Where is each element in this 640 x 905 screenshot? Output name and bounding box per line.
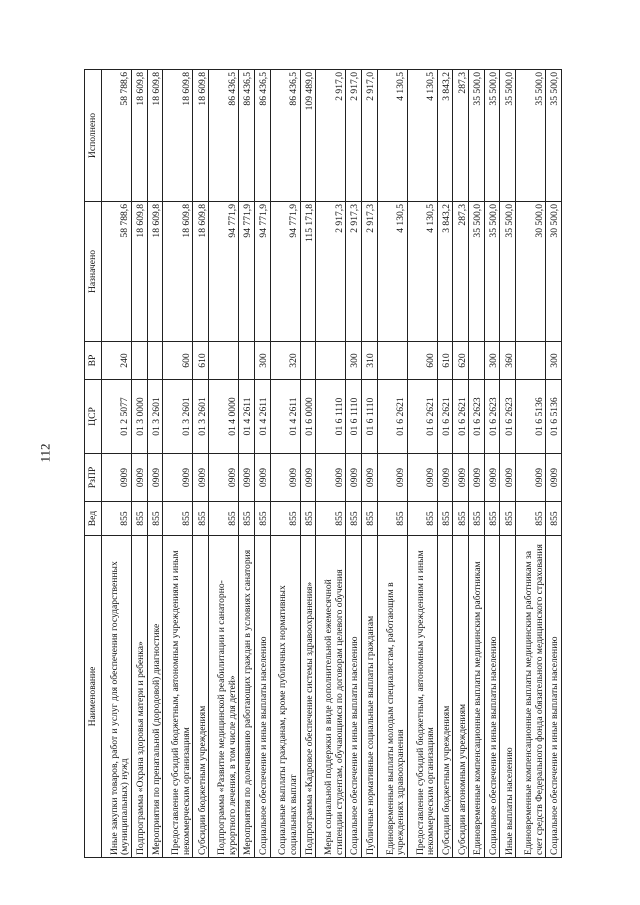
header-executed: Исполнено <box>85 70 102 202</box>
cell-ved: 855 <box>102 502 132 536</box>
cell-executed: 35 500,0 <box>546 70 562 202</box>
cell-vr: 360 <box>500 342 516 380</box>
cell-name: Иные выплаты населению <box>500 536 516 858</box>
cell-csr: 01 6 5136 <box>546 380 562 454</box>
cell-executed: 2 917,0 <box>346 70 362 202</box>
cell-name: Иные закупки товаров, работ и услуг для обеспечения государственных (муниципальных) нужд <box>102 536 132 858</box>
cell-executed: 3 843,2 <box>437 70 453 202</box>
cell-assigned: 4 130,5 <box>377 202 407 342</box>
cell-assigned: 35 500,0 <box>469 202 485 342</box>
page-number: 112 <box>38 442 53 463</box>
cell-assigned: 287,3 <box>453 202 469 342</box>
cell-rzpr: 0909 <box>147 454 163 502</box>
table-row <box>546 70 562 858</box>
cell-assigned: 18 609,8 <box>193 202 209 342</box>
cell-name: Публичные нормативные социальные выплаты гражданам <box>361 536 377 858</box>
cell-csr: 01 4 2611 <box>239 380 255 454</box>
header-ved: Вед <box>85 502 102 536</box>
cell-vr <box>377 342 407 380</box>
table-row <box>453 70 469 858</box>
cell-executed: 58 788,6 <box>102 70 132 202</box>
cell-name: Предоставление субсидий бюджетным, автономным учреждениям и иным некоммерческим организациям <box>407 536 437 858</box>
cell-executed: 35 500,0 <box>484 70 500 202</box>
cell-assigned: 94 771,9 <box>209 202 239 342</box>
cell-csr: 01 3 2601 <box>163 380 193 454</box>
cell-csr: 01 6 1110 <box>316 380 346 454</box>
cell-csr: 01 3 2601 <box>193 380 209 454</box>
table-row <box>361 70 377 858</box>
cell-name: Подпрограмма «Кадровое обеспечение системы здравоохранения» <box>300 536 316 858</box>
cell-rzpr: 0909 <box>516 454 546 502</box>
cell-executed: 18 609,8 <box>163 70 193 202</box>
cell-csr: 01 4 2611 <box>254 380 270 454</box>
cell-name: Социальное обеспечение и иные выплаты населению <box>546 536 562 858</box>
cell-executed: 2 917,0 <box>316 70 346 202</box>
cell-rzpr: 0909 <box>270 454 300 502</box>
cell-executed: 109 489,0 <box>300 70 316 202</box>
cell-name: Субсидии автономным учреждениям <box>453 536 469 858</box>
header-name: Наименование <box>85 536 102 858</box>
cell-name: Социальное обеспечение и иные выплаты населению <box>484 536 500 858</box>
cell-ved: 855 <box>209 502 239 536</box>
cell-assigned: 115 171,8 <box>300 202 316 342</box>
cell-csr: 01 6 1110 <box>346 380 362 454</box>
table-row <box>484 70 500 858</box>
cell-rzpr: 0909 <box>132 454 148 502</box>
cell-ved: 855 <box>316 502 346 536</box>
cell-name: Социальное обеспечение и иные выплаты населению <box>254 536 270 858</box>
cell-csr: 01 6 2621 <box>437 380 453 454</box>
cell-rzpr: 0909 <box>361 454 377 502</box>
cell-name: Единовременные выплаты молодым специалистам, работающим в учреждениях здравоохранения <box>377 536 407 858</box>
cell-vr <box>239 342 255 380</box>
cell-vr <box>469 342 485 380</box>
cell-rzpr: 0909 <box>300 454 316 502</box>
cell-rzpr: 0909 <box>346 454 362 502</box>
cell-executed: 86 436,5 <box>209 70 239 202</box>
table-row <box>163 70 193 858</box>
header-rzpr: РзПР <box>85 454 102 502</box>
header-row <box>85 70 102 858</box>
table-row <box>407 70 437 858</box>
cell-executed: 18 609,8 <box>193 70 209 202</box>
cell-vr <box>316 342 346 380</box>
cell-ved: 855 <box>437 502 453 536</box>
cell-executed: 287,3 <box>453 70 469 202</box>
cell-rzpr: 0909 <box>377 454 407 502</box>
cell-assigned: 94 771,9 <box>254 202 270 342</box>
table-row <box>209 70 239 858</box>
cell-name: Подпрограмма «Развитие медицинской реабилитации и санаторно-курортного лечения, в том числе для детей» <box>209 536 239 858</box>
cell-ved: 855 <box>500 502 516 536</box>
cell-executed: 35 500,0 <box>500 70 516 202</box>
cell-name: Мероприятия по пренатальной (дородовой) диагностике <box>147 536 163 858</box>
cell-ved: 855 <box>377 502 407 536</box>
cell-csr: 01 3 2601 <box>147 380 163 454</box>
cell-ved: 855 <box>270 502 300 536</box>
cell-rzpr: 0909 <box>546 454 562 502</box>
cell-rzpr: 0909 <box>500 454 516 502</box>
cell-executed: 4 130,5 <box>407 70 437 202</box>
table-row <box>239 70 255 858</box>
cell-assigned: 58 788,6 <box>102 202 132 342</box>
cell-executed: 18 609,8 <box>147 70 163 202</box>
cell-csr: 01 2 5077 <box>102 380 132 454</box>
cell-executed: 35 500,0 <box>516 70 546 202</box>
cell-rzpr: 0909 <box>407 454 437 502</box>
cell-ved: 855 <box>407 502 437 536</box>
cell-csr: 01 6 2623 <box>500 380 516 454</box>
cell-executed: 2 917,0 <box>361 70 377 202</box>
cell-ved: 855 <box>254 502 270 536</box>
cell-executed: 86 436,5 <box>239 70 255 202</box>
cell-ved: 855 <box>147 502 163 536</box>
cell-rzpr: 0909 <box>163 454 193 502</box>
table-row <box>437 70 453 858</box>
cell-rzpr: 0909 <box>453 454 469 502</box>
cell-csr: 01 4 0000 <box>209 380 239 454</box>
cell-vr: 310 <box>361 342 377 380</box>
cell-assigned: 94 771,9 <box>270 202 300 342</box>
cell-name: Субсидии бюджетным учреждениям <box>437 536 453 858</box>
table-row <box>500 70 516 858</box>
cell-assigned: 30 500,0 <box>516 202 546 342</box>
cell-rzpr: 0909 <box>254 454 270 502</box>
cell-ved: 855 <box>163 502 193 536</box>
cell-ved: 855 <box>516 502 546 536</box>
page-number-strip <box>36 0 56 905</box>
cell-ved: 855 <box>546 502 562 536</box>
cell-vr: 300 <box>546 342 562 380</box>
cell-vr: 600 <box>163 342 193 380</box>
cell-rzpr: 0909 <box>193 454 209 502</box>
table-row <box>102 70 132 858</box>
cell-name: Предоставление субсидий бюджетным, автономным учреждениям и иным некоммерческим организациям <box>163 536 193 858</box>
cell-csr: 01 3 0000 <box>132 380 148 454</box>
cell-rzpr: 0909 <box>316 454 346 502</box>
table-row <box>469 70 485 858</box>
cell-executed: 86 436,5 <box>254 70 270 202</box>
cell-vr: 610 <box>193 342 209 380</box>
header-assigned: Назначено <box>85 202 102 342</box>
cell-ved: 855 <box>132 502 148 536</box>
budget-table <box>84 69 562 858</box>
cell-executed: 4 130,5 <box>377 70 407 202</box>
cell-ved: 855 <box>193 502 209 536</box>
cell-csr: 01 6 2621 <box>377 380 407 454</box>
cell-csr: 01 6 2623 <box>469 380 485 454</box>
cell-assigned: 2 917,3 <box>316 202 346 342</box>
cell-assigned: 18 609,8 <box>147 202 163 342</box>
cell-ved: 855 <box>239 502 255 536</box>
cell-csr: 01 6 1110 <box>361 380 377 454</box>
cell-csr: 01 6 2621 <box>407 380 437 454</box>
cell-executed: 86 436,5 <box>270 70 300 202</box>
cell-executed: 18 609,8 <box>132 70 148 202</box>
table-row <box>147 70 163 858</box>
cell-assigned: 18 609,8 <box>163 202 193 342</box>
cell-vr: 320 <box>270 342 300 380</box>
cell-vr: 610 <box>437 342 453 380</box>
table-body <box>102 70 562 858</box>
cell-name: Субсидии бюджетным учреждениям <box>193 536 209 858</box>
table-row <box>346 70 362 858</box>
cell-csr: 01 6 5136 <box>516 380 546 454</box>
cell-executed: 35 500,0 <box>469 70 485 202</box>
cell-ved: 855 <box>300 502 316 536</box>
table-row <box>132 70 148 858</box>
cell-assigned: 18 609,8 <box>132 202 148 342</box>
cell-rzpr: 0909 <box>239 454 255 502</box>
cell-csr: 01 6 2621 <box>453 380 469 454</box>
cell-rzpr: 0909 <box>469 454 485 502</box>
cell-ved: 855 <box>484 502 500 536</box>
table-row <box>254 70 270 858</box>
cell-name: Подпрограмма «Охрана здоровья матери и ребенка» <box>132 536 148 858</box>
table-row <box>270 70 300 858</box>
cell-csr: 01 6 2623 <box>484 380 500 454</box>
cell-rzpr: 0909 <box>209 454 239 502</box>
cell-csr: 01 4 2611 <box>270 380 300 454</box>
cell-name: Мероприятия по долечиванию работающих граждан в условиях санатория <box>239 536 255 858</box>
header-csr: ЦСР <box>85 380 102 454</box>
cell-ved: 855 <box>469 502 485 536</box>
cell-vr: 620 <box>453 342 469 380</box>
table-row <box>516 70 546 858</box>
cell-name: Единовременные компенсационные выплаты медицинским работникам <box>469 536 485 858</box>
cell-name: Социальное обеспечение и иные выплаты населению <box>346 536 362 858</box>
cell-ved: 855 <box>361 502 377 536</box>
cell-ved: 855 <box>346 502 362 536</box>
cell-assigned: 30 500,0 <box>546 202 562 342</box>
table-row <box>316 70 346 858</box>
table-row <box>300 70 316 858</box>
table-row <box>193 70 209 858</box>
cell-name: Меры социальной поддержки в виде дополнительной ежемесячной стипендии студентам, обучающимся по договорам целевого обучения <box>316 536 346 858</box>
cell-ved: 855 <box>453 502 469 536</box>
cell-assigned: 2 917,3 <box>346 202 362 342</box>
cell-name: Единовременные компенсационные выплаты медицинским работникам за счет средств Федерального фонда обязательного медицинского страхования <box>516 536 546 858</box>
cell-csr: 01 6 0000 <box>300 380 316 454</box>
cell-rzpr: 0909 <box>484 454 500 502</box>
cell-vr <box>209 342 239 380</box>
header-vr: ВР <box>85 342 102 380</box>
cell-assigned: 4 130,5 <box>407 202 437 342</box>
cell-vr: 300 <box>484 342 500 380</box>
cell-vr <box>300 342 316 380</box>
cell-vr: 300 <box>346 342 362 380</box>
cell-assigned: 3 843,2 <box>437 202 453 342</box>
cell-assigned: 35 500,0 <box>484 202 500 342</box>
rotated-page <box>84 70 562 858</box>
cell-assigned: 94 771,9 <box>239 202 255 342</box>
cell-assigned: 35 500,0 <box>500 202 516 342</box>
cell-vr <box>516 342 546 380</box>
table-container <box>84 70 562 858</box>
cell-rzpr: 0909 <box>437 454 453 502</box>
table-row <box>377 70 407 858</box>
cell-vr <box>147 342 163 380</box>
cell-vr <box>132 342 148 380</box>
cell-rzpr: 0909 <box>102 454 132 502</box>
cell-vr: 600 <box>407 342 437 380</box>
cell-vr: 240 <box>102 342 132 380</box>
cell-assigned: 2 917,3 <box>361 202 377 342</box>
cell-vr: 300 <box>254 342 270 380</box>
cell-name: Социальные выплаты гражданам, кроме публичных нормативных социальных выплат <box>270 536 300 858</box>
